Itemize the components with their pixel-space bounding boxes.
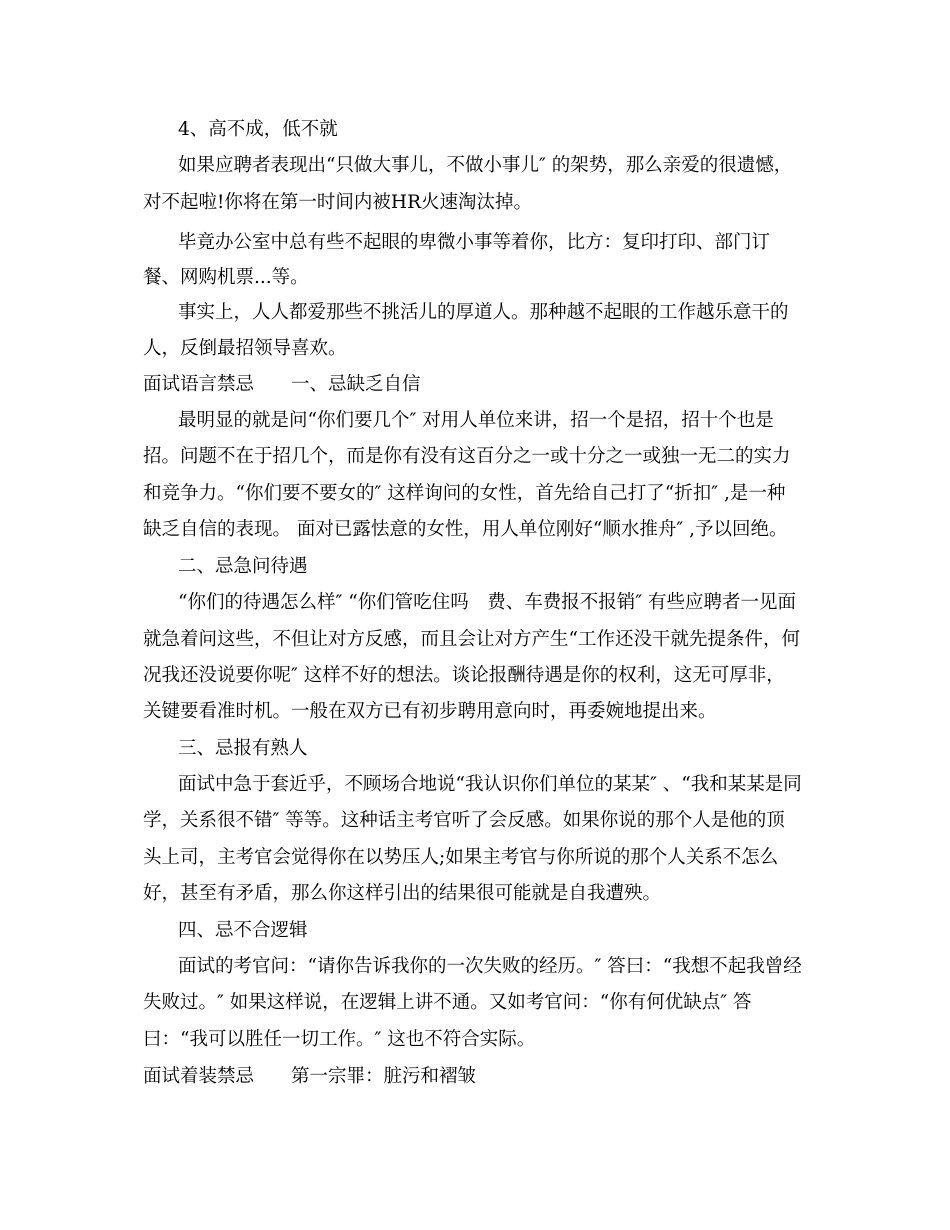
- section-heading-4: 4、高不成，低不就: [178, 119, 338, 140]
- paragraph-line: 缺乏自信的表现。 面对已露怯意的女性，用人单位刚好“顺水推舟″ ,予以回绝。: [143, 519, 788, 540]
- section-heading-language-taboos: 面试语言禁忌 一、忌缺乏自信: [143, 374, 421, 395]
- paragraph-line: 就急着问这些，不但让对方反感，而且会让对方产生“工作还没干就先提条件，何: [143, 629, 800, 650]
- paragraph-line: 关键要看准时机。一般在双方已有初步聘用意向时，再委婉地提出来。: [143, 701, 717, 722]
- paragraph-line: 面试的考官问：“请你告诉我你的一次失败的经历。″ 答曰：“我想不起我曾经: [178, 956, 802, 977]
- section-heading-3: 三、忌报有熟人: [178, 738, 308, 759]
- paragraph-line: 头上司，主考官会觉得你在以势压人;如果主考官与你所说的那个人关系不怎么: [143, 847, 779, 868]
- paragraph-line: 好，甚至有矛盾，那么你这样引出的结果很可能就是自我遭殃。: [143, 883, 662, 904]
- paragraph-line: 况我还没说要你呢″ 这样不好的想法。谈论报酬待遇是你的权利，这无可厚非，: [143, 665, 785, 686]
- paragraph-line: 人，反倒最招领导喜欢。: [143, 338, 347, 359]
- paragraph-line: “你们的待遇怎么样″ “你们管吃住吗 费、车费报不报销″ 有些应聘者一见面: [178, 592, 797, 613]
- section-heading-4b: 四、忌不合逻辑: [178, 920, 308, 941]
- paragraph-line: 失败过。″ 如果这样说，在逻辑上讲不通。又如考官问：“你有何优缺点″ 答: [143, 992, 752, 1013]
- section-heading-2: 二、忌急问待遇: [178, 556, 308, 577]
- paragraph-line: 曰：“我可以胜任一切工作。″ 这也不符合实际。: [143, 1029, 536, 1050]
- paragraph-line: 对不起啦!你将在第一时间内被HR火速淘汰掉。: [143, 192, 532, 213]
- section-heading-dress-taboos: 面试着装禁忌 第一宗罪：脏污和褶皱: [143, 1066, 477, 1087]
- paragraph-line: 面试中急于套近乎，不顾场合地说“我认识你们单位的某某″ 、“我和某某是同: [178, 774, 802, 795]
- paragraph-line: 如果应聘者表现出“只做大事儿，不做小事儿″ 的架势，那么亲爱的很遗憾，: [178, 155, 793, 176]
- paragraph-line: 最明显的就是问“你们要几个″ 对用人单位来讲，招一个是招，招十个也是: [178, 410, 774, 431]
- paragraph-line: 毕竟办公室中总有些不起眼的卑微小事等着你，比方：复印打印、部门订: [178, 232, 771, 253]
- paragraph-line: 学，关系很不错″ 等等。这种话主考官听了会反感。如果你说的那个人是他的顶: [143, 810, 785, 831]
- paragraph-line: 招。问题不在于招几个，而是你有没有这百分之一或十分之一或独一无二的实力: [143, 446, 791, 467]
- paragraph-line: 餐、网购机票...等。: [143, 267, 309, 288]
- paragraph-line: 事实上，人人都爱那些不挑活儿的厚道人。那种越不起眼的工作越乐意干的: [178, 302, 789, 323]
- paragraph-line: 和竞争力。“你们要不要女的″ 这样询问的女性，首先给自己打了“折扣″ ,是一种: [143, 483, 786, 504]
